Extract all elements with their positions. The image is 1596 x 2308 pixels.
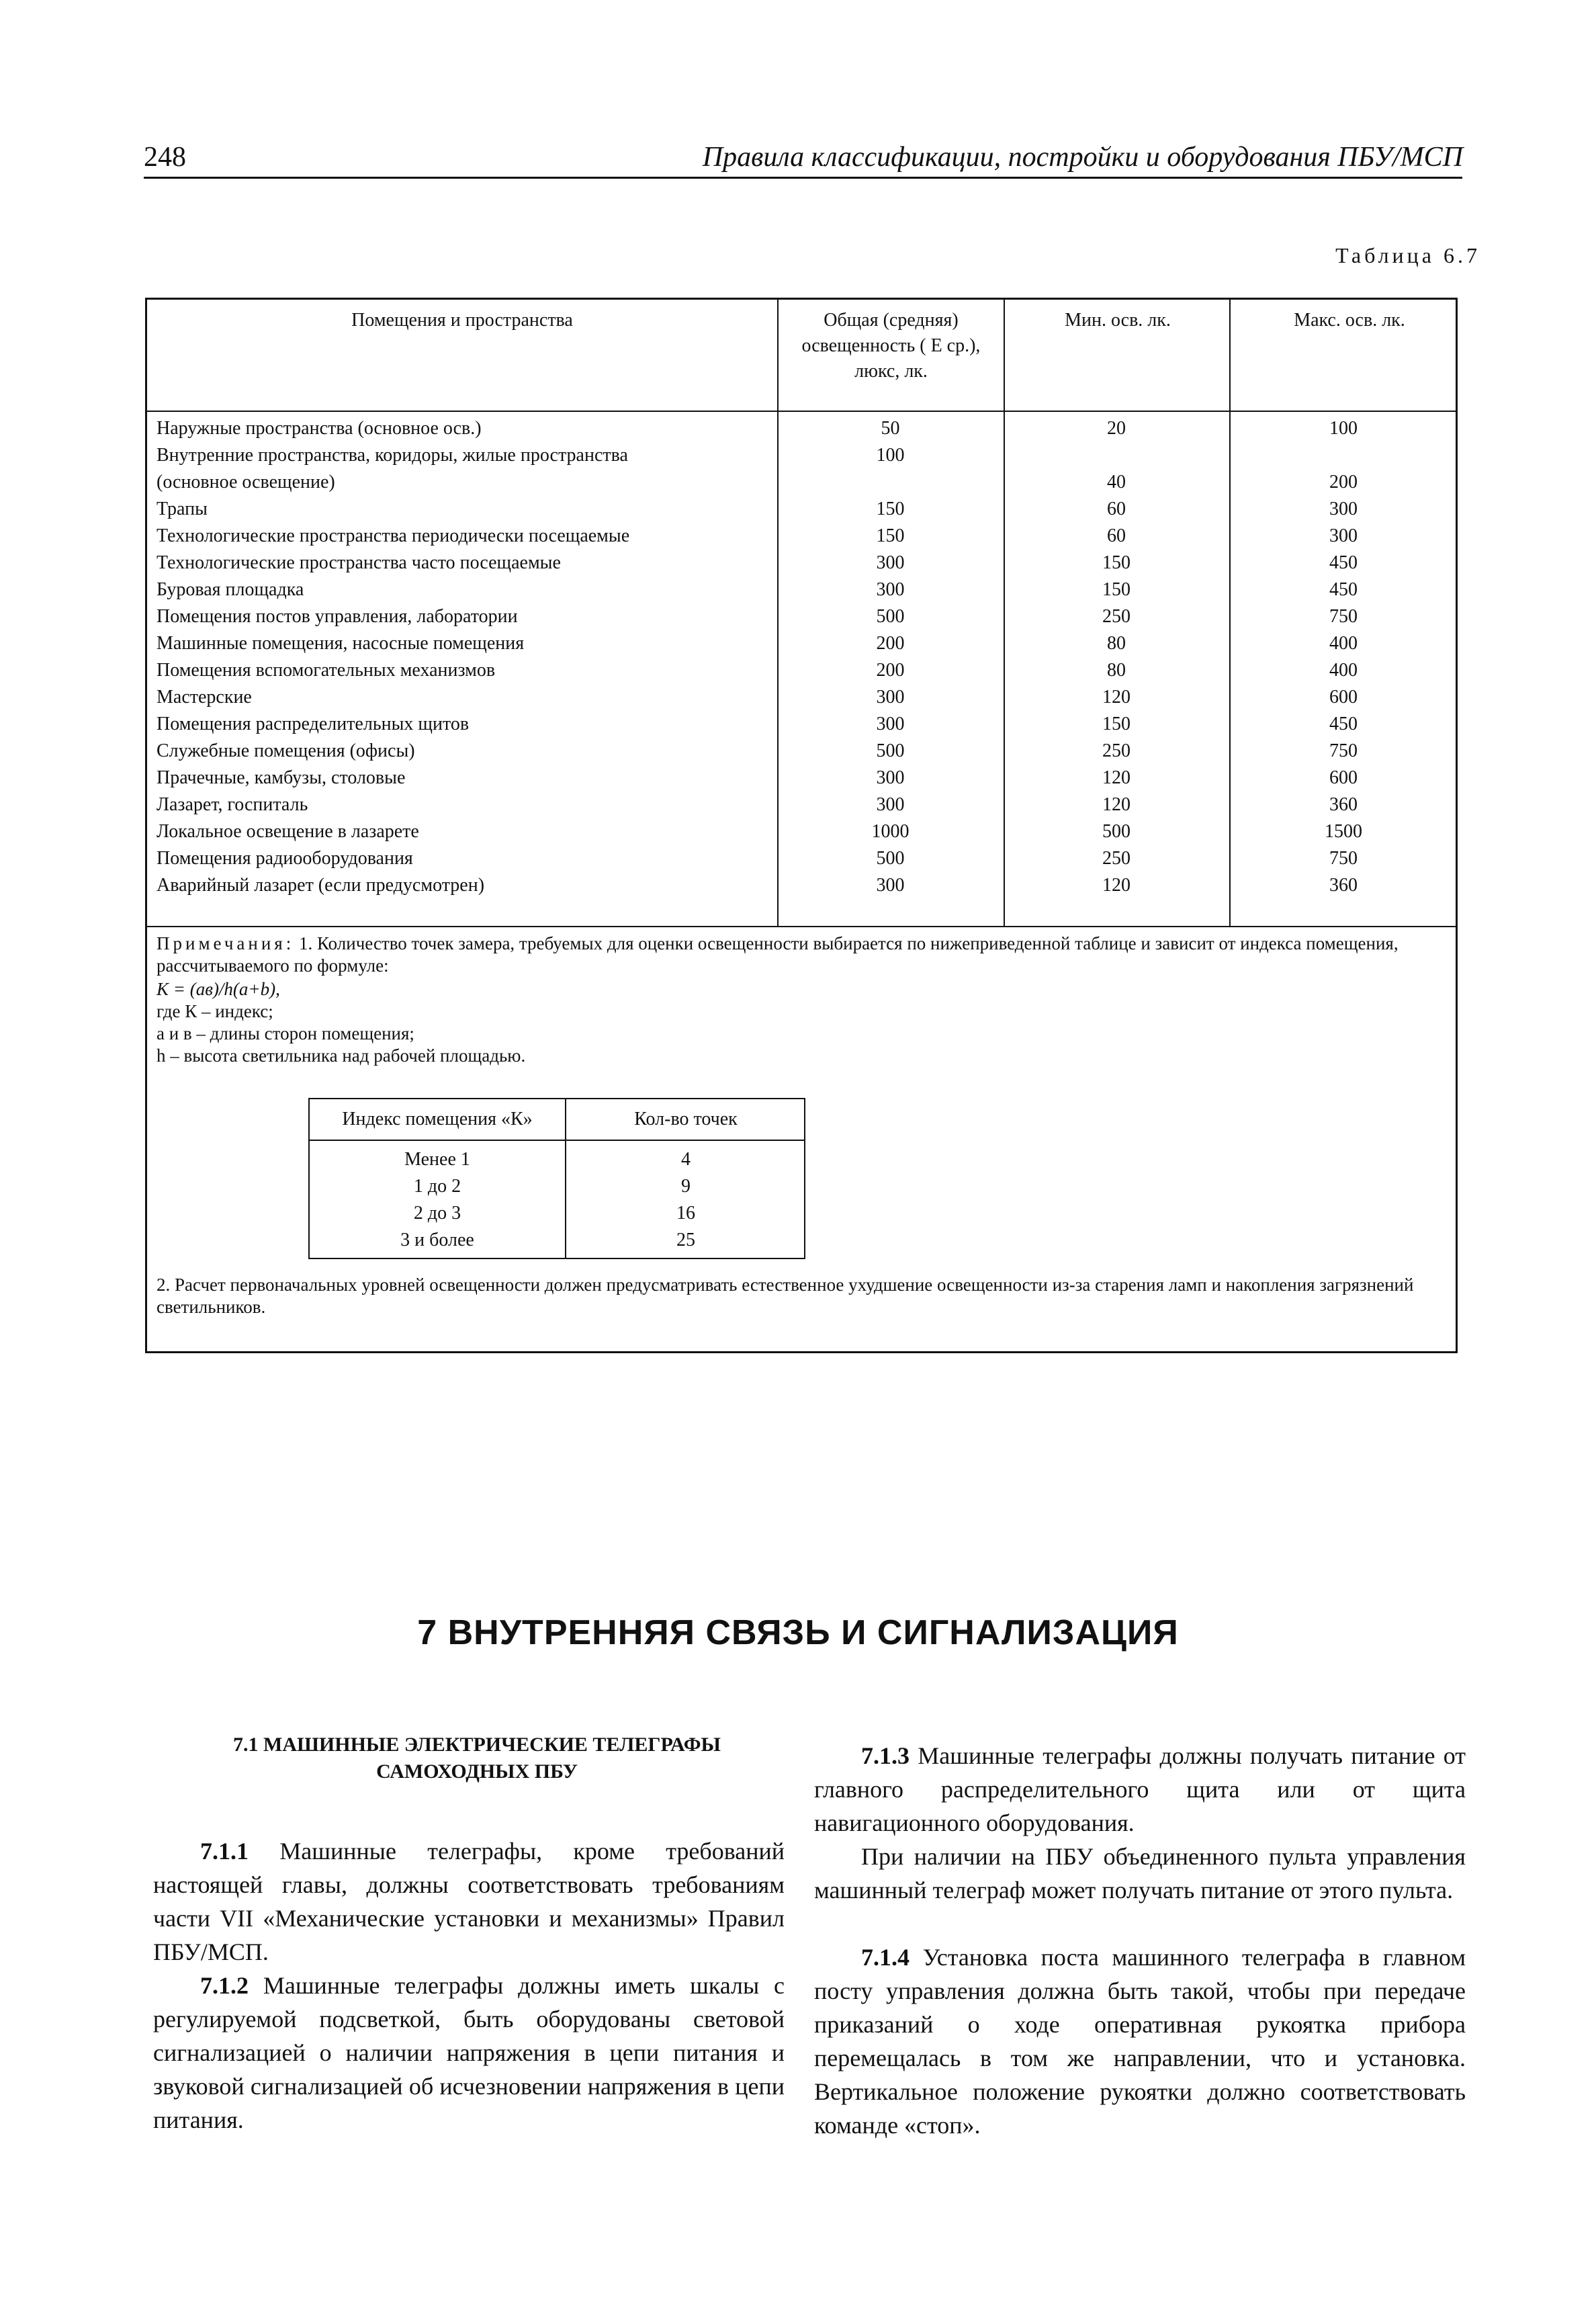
table-caption: Таблица 6.7: [1335, 243, 1480, 267]
notes-label: Примечания:: [157, 933, 295, 953]
formula: K = (aв)/h(a+b),: [157, 979, 280, 999]
table-cell-max: 750: [1329, 740, 1358, 761]
small-cell-points: 25: [676, 1230, 695, 1250]
col-header-max: Макс. осв. лк.: [1294, 310, 1405, 331]
table-cell-average: 300: [876, 767, 905, 788]
table-cell-average: 300: [876, 875, 905, 896]
page-number: 248: [144, 142, 186, 173]
table-row-name: Помещения распределительных щитов: [157, 714, 470, 734]
table-cell-min: 150: [1102, 714, 1130, 734]
header-rule: [144, 177, 1462, 179]
table-cell-max: 600: [1329, 687, 1358, 708]
small-cell-index: Менее 1: [404, 1149, 470, 1170]
measurement-points-table: [308, 1098, 805, 1259]
paragraph-number: 7.1.2: [200, 1972, 249, 1999]
table-row-name: Локальное освещение в лазарете: [157, 821, 419, 842]
paragraph-7-1-3: 7.1.3 Машинные телеграфы должны получать питание от главного распределительного щита или от щита навигационного оборудования.: [814, 1742, 1466, 1836]
paragraph-7-1-4: 7.1.4 Установка поста машинного телеграфа в главном посту управления должна быть такой, чтобы при передаче приказаний о ходе оперативная рукоятка прибора перемещалась в том же направлении, что и установка. Вертикальное положение рукоятки должно соответствовать команде «стоп».: [814, 1944, 1466, 2139]
note-2: 2. Расчет первоначальных уровней освещенности должен предусматривать естественное ухудшение освещенности из-за старения ламп и накопления загрязнений светильников.: [157, 1275, 1414, 1317]
paragraph-number: 7.1.3: [861, 1742, 910, 1769]
table-cell-max: 400: [1329, 633, 1358, 654]
table-cell-min: 80: [1107, 633, 1126, 654]
table-cell-average: 100: [876, 445, 905, 466]
table-cell-average: 300: [876, 714, 905, 734]
small-col-header-index: Индекс помещения «К»: [342, 1109, 533, 1129]
col-header-min: Мин. осв. лк.: [1065, 310, 1171, 331]
table-cell-average: 500: [876, 740, 905, 761]
small-cell-points: 9: [681, 1176, 691, 1197]
paragraph-7-1-3-b: При наличии на ПБУ объединенного пульта управления машинный телеграф может получать питание от этого пульта.: [814, 1843, 1466, 1904]
table-cell-max: 360: [1329, 875, 1358, 896]
table-cell-max: 750: [1329, 606, 1358, 627]
table-cell-min: 120: [1102, 794, 1130, 815]
table-row-name: Помещения вспомогательных механизмов: [157, 660, 496, 681]
table-cell-min: 250: [1102, 606, 1130, 627]
table-cell-max: 200: [1329, 472, 1358, 493]
table-row-name: Аварийный лазарет (если предусмотрен): [157, 875, 485, 896]
table-cell-min: 500: [1102, 821, 1130, 842]
header-divider: [147, 411, 1456, 412]
table-cell-max: 1500: [1325, 821, 1362, 842]
table-cell-min: 120: [1102, 767, 1130, 788]
subsection-title-line2: САМОХОДНЫХ ПБУ: [376, 1760, 578, 1783]
note-1-text: 1. Количество точек замера, требуемых для оценки освещенности выбирается по нижеприведенной таблице и зависит от индекса помещения, рассчитываемого по формуле:: [157, 933, 1399, 976]
table-cell-average: 300: [876, 552, 905, 573]
section-title: 7 ВНУТРЕННЯЯ СВЯЗЬ И СИГНАЛИЗАЦИЯ: [417, 1613, 1179, 1652]
subsection-title: [148, 1732, 806, 1785]
table-row-name: Служебные помещения (офисы): [157, 740, 415, 761]
table-cell-min: 120: [1102, 875, 1130, 896]
paragraph-7-1-2: 7.1.2 Машинные телеграфы должны иметь шкалы с регулируемой подсветкой, быть оборудованы световой сигнализацией о наличии напряжения в цепи питания и звуковой сигнализацией об исчезновении напряжения в цепи питания.: [153, 1972, 785, 2133]
col-header-average: Общая (средняя) освещенность ( Е ср.), люкс, лк.: [801, 310, 981, 382]
table-cell-max: 750: [1329, 848, 1358, 869]
table-row-name: Прачечные, камбузы, столовые: [157, 767, 406, 788]
table-cell-average: 150: [876, 525, 905, 546]
table-cell-max: 450: [1329, 714, 1358, 734]
small-cell-index: 3 и более: [400, 1230, 474, 1250]
illuminance-table: [145, 298, 1458, 1353]
header-divider: [310, 1140, 804, 1141]
small-col-header-points: Кол-во точек: [634, 1109, 738, 1129]
table-row-name: Внутренние пространства, коридоры, жилые пространства: [157, 445, 628, 466]
small-cell-points: 16: [676, 1203, 695, 1224]
table-cell-min: 60: [1107, 525, 1126, 546]
table-cell-max: 360: [1329, 794, 1358, 815]
table-row-name: Наружные пространства (основное осв.): [157, 418, 482, 439]
table-cell-average: 300: [876, 579, 905, 600]
table-cell-average: 1000: [871, 821, 910, 842]
table-row-name: Буровая площадка: [157, 579, 304, 600]
formula-where-ab: а и в – длины сторон помещения;: [157, 1023, 414, 1043]
paragraph-number: 7.1.4: [861, 1944, 910, 1971]
table-cell-average: 200: [876, 660, 905, 681]
table-row-name: (основное освещение): [157, 472, 335, 493]
table-cell-max: 400: [1329, 660, 1358, 681]
notes-divider: [147, 926, 1456, 927]
table-cell-average: 150: [876, 499, 905, 519]
paragraph-7-1-1: 7.1.1 Машинные телеграфы, кроме требований настоящей главы, должны соответствовать требованиям части VII «Механические установки и механизмы» Правил ПБУ/МСП.: [153, 1838, 785, 1965]
table-cell-min: 80: [1107, 660, 1126, 681]
table-row-name: Технологические пространства периодически посещаемые: [157, 525, 630, 546]
table-cell-max: 300: [1329, 525, 1358, 546]
paragraph-number: 7.1.1: [200, 1838, 249, 1865]
table-cell-min: 40: [1107, 472, 1126, 493]
table-cell-max: 600: [1329, 767, 1358, 788]
formula-where-h: h – высота светильника над рабочей площадью.: [157, 1045, 526, 1066]
table-cell-min: 120: [1102, 687, 1130, 708]
subsection-title-line1: 7.1 МАШИННЫЕ ЭЛЕКТРИЧЕСКИЕ ТЕЛЕГРАФЫ: [233, 1734, 721, 1756]
table-row-name: Технологические пространства часто посещаемые: [157, 552, 561, 573]
table-cell-min: 20: [1107, 418, 1126, 439]
table-row-name: Машинные помещения, насосные помещения: [157, 633, 525, 654]
table-row-name: Лазарет, госпиталь: [157, 794, 308, 815]
note-1: [157, 933, 1446, 977]
small-cell-points: 4: [681, 1149, 691, 1170]
table-cell-max: 100: [1329, 418, 1358, 439]
table-cell-min: 150: [1102, 552, 1130, 573]
running-header-title: Правила классификации, постройки и оборудования ПБУ/МСП: [702, 142, 1463, 173]
table-cell-average: 300: [876, 687, 905, 708]
table-row-name: Трапы: [157, 499, 208, 519]
table-cell-max: 450: [1329, 552, 1358, 573]
table-row-name: Помещения постов управления, лаборатории: [157, 606, 518, 627]
table-cell-average: 500: [876, 848, 905, 869]
table-row-name: Мастерские: [157, 687, 252, 708]
table-cell-min: 250: [1102, 848, 1130, 869]
table-cell-average: 200: [876, 633, 905, 654]
small-cell-index: 1 до 2: [413, 1176, 461, 1197]
table-cell-max: 450: [1329, 579, 1358, 600]
table-cell-average: 300: [876, 794, 905, 815]
table-cell-max: 300: [1329, 499, 1358, 519]
table-cell-min: 250: [1102, 740, 1130, 761]
table-row-name: Помещения радиооборудования: [157, 848, 413, 869]
formula-where-k: где К – индекс;: [157, 1001, 273, 1021]
table-cell-min: 150: [1102, 579, 1130, 600]
small-cell-index: 2 до 3: [413, 1203, 461, 1224]
table-cell-min: 60: [1107, 499, 1126, 519]
table-cell-average: 50: [881, 418, 900, 439]
table-cell-average: 500: [876, 606, 905, 627]
col-header-spaces: Помещения и пространства: [351, 310, 573, 331]
